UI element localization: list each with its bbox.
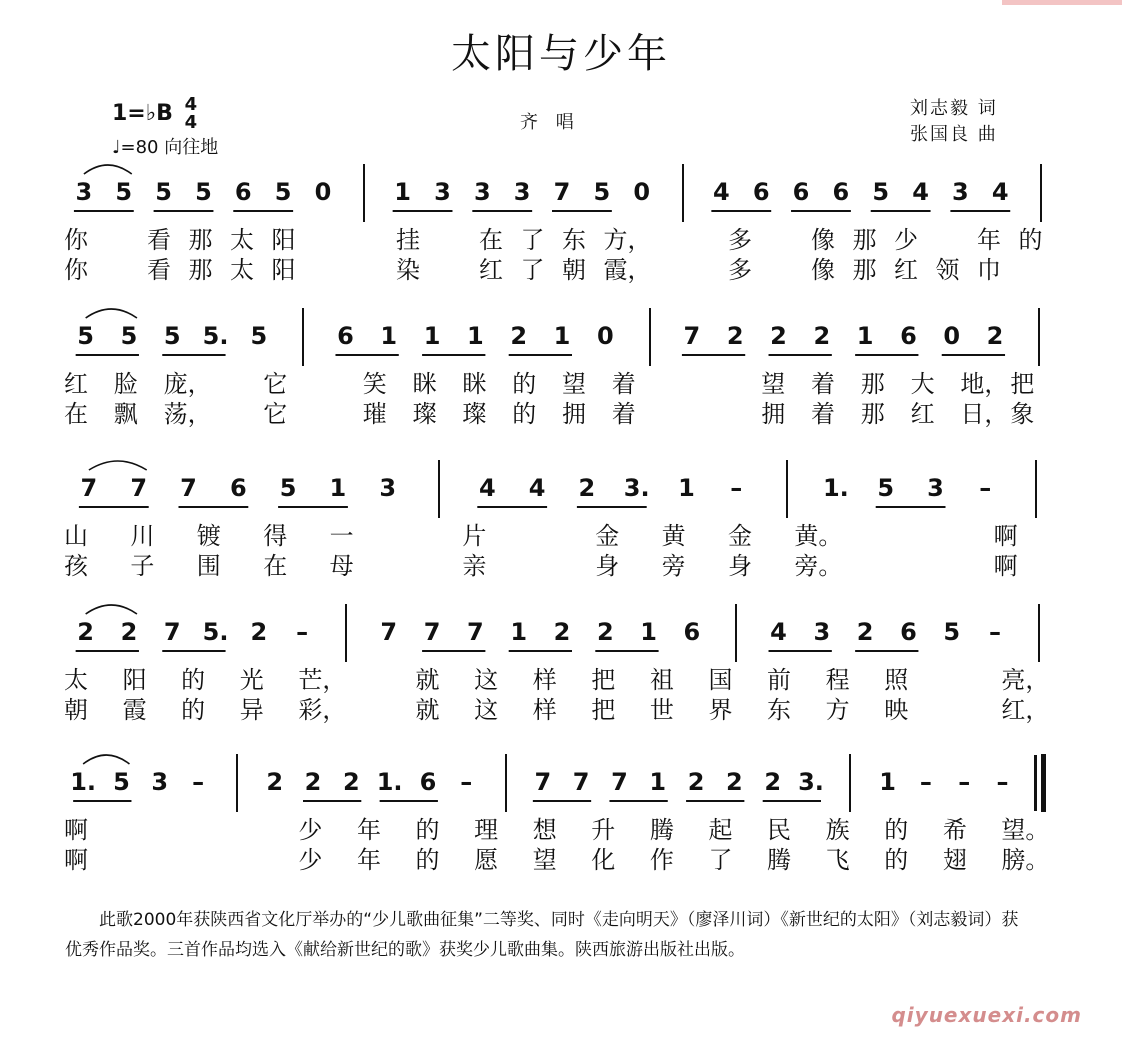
lyric-syllable: 望 xyxy=(562,370,586,398)
note: 5 xyxy=(274,178,292,206)
lyric-syllable: 把 xyxy=(591,666,616,694)
note: 5 xyxy=(250,322,268,350)
note: 6 xyxy=(683,618,701,646)
lyric-syllable: 升 xyxy=(591,816,616,844)
lyric-syllable: 样 xyxy=(532,696,557,724)
lyric-syllable: 围 xyxy=(196,552,221,580)
lyric-syllable: 啊 xyxy=(64,846,88,874)
lyric-syllable: 着 xyxy=(611,370,636,398)
lyric-syllable: 这 xyxy=(474,666,499,694)
barline xyxy=(236,754,238,812)
lyric-syllable: 了 xyxy=(708,846,733,874)
note: – xyxy=(989,618,1002,646)
lyric-syllable: 红 xyxy=(64,370,88,398)
lyric-syllable: 你 xyxy=(64,226,88,254)
note: 3 xyxy=(151,768,169,796)
note: 2 xyxy=(553,618,571,646)
note: – xyxy=(996,768,1009,796)
note: 2 xyxy=(770,322,787,350)
composer: 张国良 曲 xyxy=(910,124,998,145)
note: 5 xyxy=(195,178,212,206)
barline xyxy=(682,164,684,222)
lyric-syllable: 孩 xyxy=(64,552,88,580)
lyric-syllable: 着 xyxy=(611,400,636,428)
lyric-syllable: 亮， xyxy=(1001,666,1050,694)
lyric-syllable: 年 xyxy=(977,226,1001,254)
lyric-syllable: 看 xyxy=(147,226,171,254)
note: 2 xyxy=(986,322,1004,350)
lyric-syllable: 把 xyxy=(1010,370,1035,398)
note: 1 xyxy=(649,768,667,796)
note: 2 xyxy=(304,768,322,796)
lyric-syllable: 异 xyxy=(239,696,264,724)
note: 5 xyxy=(155,178,172,206)
note: – xyxy=(192,768,205,796)
note: 3 xyxy=(379,474,397,502)
lyric-syllable: 亲 xyxy=(462,552,487,580)
note: 3 xyxy=(813,618,831,646)
time-sig-top: 4 xyxy=(184,94,198,115)
barline xyxy=(735,604,737,662)
lyric-syllable: 染 xyxy=(396,256,420,284)
lyric-syllable: 身 xyxy=(595,552,620,580)
note: 5 xyxy=(872,178,890,206)
lyric-syllable: 红， xyxy=(1001,696,1050,724)
note: 4 xyxy=(770,618,787,646)
note: – xyxy=(979,474,992,502)
note: 5 xyxy=(77,322,94,350)
note: 7 xyxy=(380,618,398,646)
barline xyxy=(1040,164,1042,222)
note: 2 xyxy=(596,618,614,646)
barline xyxy=(1038,308,1040,366)
barline xyxy=(1035,460,1037,518)
lyric-syllable: 璀 xyxy=(362,400,387,428)
lyric-syllable: 眯 xyxy=(412,370,437,398)
lyric-syllable: 巾 xyxy=(977,256,1001,284)
lyric-syllable: 一 xyxy=(329,522,354,550)
note: 1 xyxy=(510,618,528,646)
lyric-syllable: 身 xyxy=(728,552,752,580)
lyric-syllable: 彩， xyxy=(298,696,347,724)
barline xyxy=(1038,604,1040,662)
lyric-syllable: 像 xyxy=(811,256,835,284)
lyric-syllable: 望 xyxy=(761,370,786,398)
note: 3 xyxy=(952,178,969,206)
lyric-syllable: 看 xyxy=(147,256,171,284)
note: 1 xyxy=(423,322,441,350)
watermark-bar xyxy=(1002,0,1122,5)
lyric-syllable: 那 xyxy=(852,226,877,254)
lyric-syllable: 的 xyxy=(415,816,440,844)
lyric-syllable: 方 xyxy=(825,696,850,724)
lyric-syllable: 那 xyxy=(852,256,877,284)
note: 2 xyxy=(120,618,138,646)
lyric-syllable: 镀 xyxy=(196,522,221,550)
lyric-syllable: 阳 xyxy=(122,666,147,694)
lyric-syllable: 红 xyxy=(894,256,918,284)
lyric-syllable: 民 xyxy=(767,816,792,844)
lyric-syllable: 那 xyxy=(860,370,885,398)
note: 4 xyxy=(713,178,730,206)
note: 7 xyxy=(572,768,590,796)
slur xyxy=(83,755,129,764)
lyric-syllable: 像 xyxy=(811,226,835,254)
lyric-syllable: 母 xyxy=(329,552,354,580)
lyric-syllable: 着 xyxy=(811,400,835,428)
lyric-syllable: 太 xyxy=(230,226,254,254)
note: 4 xyxy=(912,178,929,206)
lyric-syllable: 多 xyxy=(728,256,752,284)
slur xyxy=(86,605,137,614)
lyric-syllable: 作 xyxy=(649,846,674,874)
note: 2 xyxy=(726,768,743,796)
note: 7 xyxy=(80,474,98,502)
note: 2 xyxy=(687,768,705,796)
lyric-syllable: 的 xyxy=(512,370,537,398)
note: 5 xyxy=(113,768,130,796)
lyric-syllable: 在 xyxy=(64,400,88,428)
lyric-syllable: 黄。 xyxy=(794,522,843,550)
note: 1 xyxy=(856,322,874,350)
final-barline xyxy=(1041,754,1046,812)
lyric-syllable: 璨 xyxy=(412,400,437,428)
note: 1 xyxy=(394,178,411,206)
lyric-syllable: 川 xyxy=(130,522,155,550)
lyric-syllable: 飞 xyxy=(825,846,850,874)
lyric-syllable: 霞 xyxy=(122,696,147,724)
note: 6 xyxy=(792,178,810,206)
lyric-syllable: 芒， xyxy=(298,666,347,694)
note: 6 xyxy=(752,178,770,206)
lyric-syllable: 希 xyxy=(942,816,967,844)
note: 2 xyxy=(266,768,284,796)
lyric-syllable: 腾 xyxy=(767,846,792,874)
slur xyxy=(86,309,137,318)
note: – xyxy=(460,768,473,796)
lyric-syllable: 片 xyxy=(462,522,487,550)
note: 1 xyxy=(640,618,657,646)
note: 7 xyxy=(534,768,552,796)
lyricist: 刘志毅 词 xyxy=(910,98,998,119)
lyric-syllable: 它 xyxy=(263,370,288,398)
barline xyxy=(649,308,651,366)
lyric-syllable: 的 xyxy=(1018,226,1043,254)
lyric-syllable: 翅 xyxy=(942,846,967,874)
note: 7 xyxy=(553,178,571,206)
lyric-syllable: 子 xyxy=(130,552,155,580)
note: 1 xyxy=(879,768,896,796)
lyric-syllable: 愿 xyxy=(474,846,499,874)
lyric-syllable: 前 xyxy=(767,666,792,694)
lyric-syllable: 东 xyxy=(767,696,792,724)
lyric-syllable: 阳 xyxy=(271,256,296,284)
lyric-syllable: 的 xyxy=(884,816,909,844)
note: 7 xyxy=(423,618,441,646)
note: 0 xyxy=(633,178,651,206)
lyric-syllable: 大 xyxy=(910,370,935,398)
note: 6 xyxy=(900,618,917,646)
note: 2 xyxy=(813,322,831,350)
lyric-syllable: 的 xyxy=(181,666,206,694)
lyric-syllable: 腾 xyxy=(649,816,674,844)
lyric-syllable: 就 xyxy=(415,666,440,694)
lyric-syllable: 在 xyxy=(263,552,288,580)
lyric-syllable: 照 xyxy=(884,666,909,694)
lyric-syllable: 啊 xyxy=(64,816,88,844)
lyric-syllable: 朝 xyxy=(64,696,88,724)
watermark-text: qiyuexuexi.com xyxy=(891,1003,1082,1027)
barline xyxy=(363,164,365,222)
note: 3 xyxy=(473,178,491,206)
lyric-syllable: 的 xyxy=(415,846,440,874)
lyric-syllable: 膀。 xyxy=(1001,846,1050,874)
note: 0 xyxy=(314,178,332,206)
note: 7 xyxy=(467,618,484,646)
note: 6 xyxy=(832,178,850,206)
lyric-syllable: 旁。 xyxy=(794,552,843,580)
note: 2 xyxy=(342,768,360,796)
lyric-syllable: 望 xyxy=(532,846,557,874)
lyric-syllable: 红 xyxy=(479,256,503,284)
time-signature xyxy=(185,96,198,132)
lyric-syllable: 太 xyxy=(230,256,254,284)
lyric-syllable: 眯 xyxy=(462,370,487,398)
note: 1 xyxy=(380,322,398,350)
lyric-syllable: 光 xyxy=(239,666,264,694)
note: 3 xyxy=(927,474,944,502)
note: 6 xyxy=(229,474,247,502)
lyric-syllable: 那 xyxy=(188,226,213,254)
lyric-syllable: 在 xyxy=(479,226,503,254)
note: 0 xyxy=(596,322,614,350)
note: 2 xyxy=(250,618,268,646)
lyric-syllable: 化 xyxy=(591,846,616,874)
note: 3 xyxy=(75,178,93,206)
lyric-syllable: 祖 xyxy=(649,666,674,694)
note: – xyxy=(730,474,743,502)
lyric-syllable: 就 xyxy=(415,696,440,724)
barline xyxy=(345,604,347,662)
lyric-syllable: 那 xyxy=(860,400,885,428)
note: 5 xyxy=(593,178,611,206)
lyric-syllable: 得 xyxy=(263,522,288,550)
note: 2 xyxy=(856,618,874,646)
lyric-syllable: 它 xyxy=(263,400,288,428)
note: 5. xyxy=(202,322,229,350)
lyric-syllable: 多 xyxy=(728,226,752,254)
lyric-syllable: 阳 xyxy=(271,226,296,254)
lyric-syllable: 领 xyxy=(935,256,960,284)
lyric-syllable: 那 xyxy=(188,256,213,284)
tempo-marking: ♩=80 向往地 xyxy=(112,137,219,158)
lyric-syllable: 界 xyxy=(708,696,733,724)
key-signature xyxy=(112,96,197,132)
lyric-syllable: 金 xyxy=(595,522,620,550)
lyric-syllable: 庞， xyxy=(163,370,212,398)
lyric-syllable: 啊 xyxy=(993,552,1018,580)
lyric-syllable: 望。 xyxy=(1001,816,1050,844)
note: 6 xyxy=(900,322,917,350)
barline xyxy=(505,754,507,812)
note: 1 xyxy=(553,322,571,350)
note: 5 xyxy=(943,618,961,646)
lyric-syllable: 荡， xyxy=(163,400,212,428)
lyric-syllable: 的 xyxy=(884,846,909,874)
key-label: 1=♭B xyxy=(112,101,173,126)
barline xyxy=(438,460,440,518)
lyric-syllable: 想 xyxy=(532,816,557,844)
lyric-syllable: 你 xyxy=(64,256,88,284)
note: 1 xyxy=(329,474,347,502)
lyric-syllable: 金 xyxy=(728,522,752,550)
lyric-syllable: 日， xyxy=(960,400,1009,428)
note: 4 xyxy=(478,474,496,502)
note: 4 xyxy=(991,178,1009,206)
lyric-syllable: 红 xyxy=(910,400,935,428)
lyric-syllable: 啊 xyxy=(993,522,1018,550)
lyric-syllable: 璨 xyxy=(462,400,487,428)
note: 6 xyxy=(234,178,252,206)
note: 2 xyxy=(764,768,782,796)
note: 1. xyxy=(376,768,403,796)
lyric-syllable: 笑 xyxy=(362,370,387,398)
note: 7 xyxy=(130,474,148,502)
note: 2 xyxy=(77,618,94,646)
note: 3 xyxy=(434,178,451,206)
lyric-syllable: 的 xyxy=(512,400,537,428)
lyric-syllable: 少 xyxy=(298,846,323,874)
lyric-syllable: 了 xyxy=(520,256,545,284)
note: 2 xyxy=(578,474,596,502)
lyric-syllable: 黄 xyxy=(661,522,686,550)
note: 4 xyxy=(528,474,546,502)
lyric-syllable: 山 xyxy=(64,522,88,550)
lyric-syllable: 世 xyxy=(649,696,674,724)
lyric-syllable: 少 xyxy=(894,226,918,254)
note: 3. xyxy=(623,474,650,502)
barline xyxy=(302,308,304,366)
note: 5. xyxy=(202,618,229,646)
performance-style: 齐 唱 xyxy=(520,112,580,133)
note: 3 xyxy=(513,178,531,206)
slur xyxy=(89,461,147,470)
lyric-syllable: 年 xyxy=(356,816,381,844)
note: – xyxy=(958,768,971,796)
lyric-syllable: 飘 xyxy=(113,400,138,428)
lyric-syllable: 映 xyxy=(884,696,909,724)
lyric-syllable: 朝 xyxy=(562,256,586,284)
lyric-syllable: 国 xyxy=(708,666,733,694)
lyric-syllable: 族 xyxy=(825,816,850,844)
note: 1 xyxy=(678,474,695,502)
annotation: 此歌2000年获陕西省文化厅举办的“少儿歌曲征集”二等奖、同时《走向明天》（廖泽川词）《新世纪的太阳》（刘志毅词）获优秀作品奖。三首作品均选入《献给新世纪的歌》获奖少儿歌曲集。陕西旅游出版社出版。 xyxy=(65,910,1019,960)
note: – xyxy=(296,618,309,646)
lyric-syllable: 少 xyxy=(298,816,323,844)
lyric-syllable: 理 xyxy=(474,816,499,844)
note: 1. xyxy=(70,768,97,796)
note: 0 xyxy=(943,322,961,350)
lyric-syllable: 象 xyxy=(1010,400,1035,428)
lyric-syllable: 把 xyxy=(591,696,616,724)
note: 5 xyxy=(279,474,297,502)
time-sig-bottom: 4 xyxy=(184,112,198,133)
note: 5 xyxy=(877,474,895,502)
lyric-syllable: 脸 xyxy=(113,370,138,398)
note: 2 xyxy=(726,322,744,350)
barline xyxy=(849,754,851,812)
lyric-syllable: 年 xyxy=(356,846,381,874)
song-title: 太阳与少年 xyxy=(451,31,671,77)
lyric-syllable: 拥 xyxy=(761,400,786,428)
note: 6 xyxy=(337,322,354,350)
credits xyxy=(910,96,998,148)
slur xyxy=(84,165,132,174)
lyric-syllable: 这 xyxy=(474,696,499,724)
note: 2 xyxy=(510,322,528,350)
lyric-syllable: 程 xyxy=(825,666,850,694)
lyric-syllable: 了 xyxy=(520,226,545,254)
lyric-syllable: 样 xyxy=(532,666,557,694)
note: 1 xyxy=(467,322,484,350)
note: 5 xyxy=(115,178,133,206)
lyric-syllable: 东 xyxy=(562,226,586,254)
note: 5 xyxy=(120,322,138,350)
note: 6 xyxy=(419,768,437,796)
lyric-syllable: 起 xyxy=(708,816,733,844)
lyric-syllable: 方， xyxy=(603,226,652,254)
note: 7 xyxy=(163,618,181,646)
note: – xyxy=(919,768,932,796)
lyric-syllable: 挂 xyxy=(396,226,420,254)
lyric-syllable: 太 xyxy=(64,666,88,694)
barline xyxy=(786,460,788,518)
note: 7 xyxy=(180,474,197,502)
lyric-syllable: 着 xyxy=(811,370,835,398)
lyric-syllable: 霞， xyxy=(603,256,652,284)
lyric-syllable: 地， xyxy=(960,370,1009,398)
note: 7 xyxy=(611,768,628,796)
note: 1. xyxy=(822,474,849,502)
note: 7 xyxy=(683,322,701,350)
lyric-syllable: 拥 xyxy=(562,400,586,428)
note: 5 xyxy=(163,322,181,350)
lyric-syllable: 的 xyxy=(181,696,206,724)
lyric-syllable: 旁 xyxy=(661,552,686,580)
note: 3. xyxy=(798,768,824,796)
